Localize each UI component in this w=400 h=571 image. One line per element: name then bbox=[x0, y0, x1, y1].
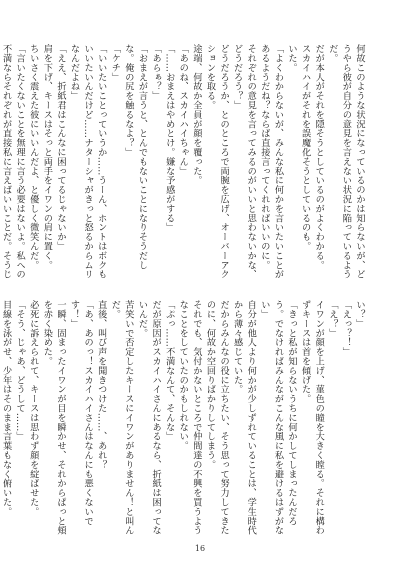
vertical-text-block-lower: い？」 「えっ？！」 「え？」 イワンが顔を上げ、菫色の瞳を大きく瞠る。それに構わずキースは首を傾げた。 「きっと私が知らないうちに何かしてしまったんだろう。でなければみんながこんな風に私を避けるはずがない」 自分が他人より何かが少しずれていることは、学生時代から薄々感じていた。 だからみんなの役に立ちたい、そう思って努力してきたのに、何故か空回りばかりしてしまう。 それでも、気付かないところで仲間達の不興を買うようなことをしていたのかもしれない。 「ぷっ……不満なんて、そんな」 だが原因がスカイハイさんにあるなら、折紙は困ってないんだ。 苦笑いで否定したキースにイワンがありません！と叫んだ。 直後、叫び声を聞きつけた……、あれ？ 「あ、あのっ！スカイハイさんはなんにも悪くないです！」 一瞬、固まったイワンが目を瞬かせ、それからぱっと頬を赤く染めた。 必死に訴えられて、キースは思わず顔を綻ばせた。 「そう、じゃあ、どうして……」 目線を泳がせ、少年はそのまま言葉もなく俯いた。 bbox=[0, 300, 365, 535]
page-number: 16 bbox=[194, 544, 206, 553]
vertical-text-block-upper: 何故このような状況になっているのかは知らないが、どうやら彼が自分の意見を言えない状況に陥っているようだ。 だが本人がそれを隠そうとしているのがよくわかる。 スカイハイがそれを誤魔化そうとしているのも。 いた。 「よくわからないが、みんな私に何かを言いたいことがあるようだね？ならば直接言ってくれればいいのに。 それぞれの意見を言ってみるのがいいと思わないかな、どうだろう？」 どうだろうか、とのところで両腕を広げ、オーバーアクションを取る。 途端、何故か全員が顔を覆った。 「あのね、スカイハイちゃん」 「……おまえはやめとけ。嫌な予感がする」 「あらぁ？」 「おまえが言うと、とんでもないことになりそうだしな。俺の尻を触るなよ？」 「ケチ」 「いいたいことっていうか……うーん、ホントはボクもいいたいんだけど……ナターシャがきっと怒るからムリなんだよね」 「ええ、折紙君はこんなに困ってるじゃないか」 肩を下げ、キースはそっと両手をイワンの肩に置く。 ちいさく震えた彼にいいんだよ、と優しく微笑んだ。 「言いたくないことを無理に言う必要はないよ。私への不満ならそれぞれが直接私に言えばいいことだ。そうじ bbox=[0, 44, 365, 279]
